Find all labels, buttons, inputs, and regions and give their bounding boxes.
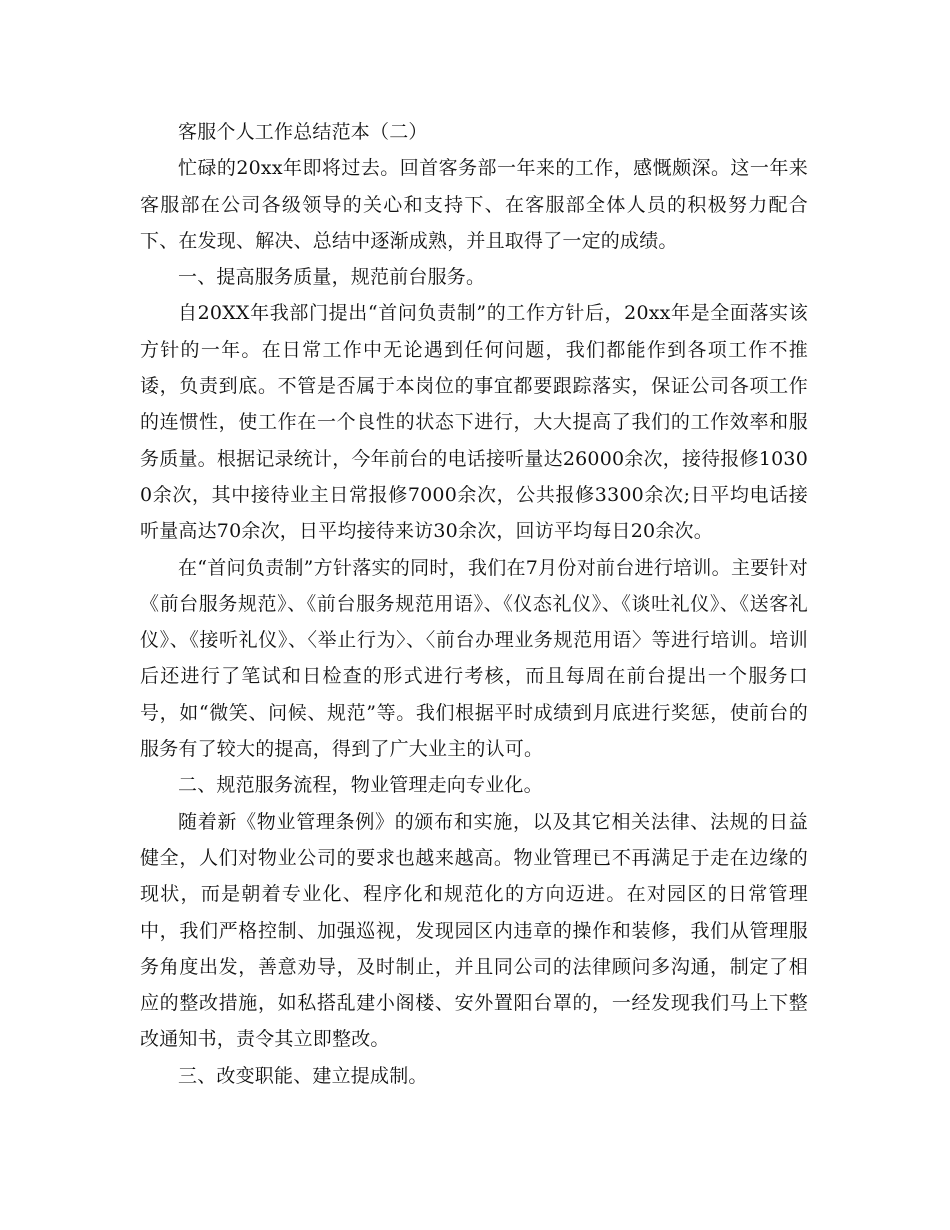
paragraph-training: 在“首问负责制”方针落实的同时，我们在7月份对前台进行培训。主要针对《前台服务规范》、《前台服务规范用语》、《仪态礼仪》、《谈吐礼仪》、《送客礼仪》、《接听礼仪》、〈举止行为〉、〈前台办理业务规范用语〉等进行培训。培训后还进行了笔试和日检查的形式进行考核，而且每周在前台提出一个服务口号，如“微笑、问候、规范”等。我们根据平时成绩到月底进行奖惩，使前台的服务有了较大的提高，得到了广大业主的认可。 [140,556,808,761]
section-heading-2: 二、规范服务流程，物业管理走向专业化。 [178,774,543,797]
section-heading-3: 三、改变职能、建立提成制。 [178,1064,428,1087]
document-body [140,114,808,1094]
document-title: 客服个人工作总结范本（二） [178,121,428,143]
paragraph-intro: 忙碌的20xx年即将过去。回首客务部一年来的工作，感慨颇深。这一年来客服部在公司各级领导的关心和支持下、在客服部全体人员的积极努力配合下、在发现、解决、总结中逐渐成熟，并且取得了一定的成绩。 [140,157,808,252]
paragraph-service-quality: 自20XX年我部门提出“首问负责制”的工作方针后，20xx年是全面落实该方针的一年。在日常工作中无论遇到任何问题，我们都能作到各项工作不推诿，负责到底。不管是否属于本岗位的事宜都要跟踪落实，保证公司各项工作的连惯性，使工作在一个良性的状态下进行，大大提高了我们的工作效率和服务质量。根据记录统计，今年前台的电话接听量达26000余次，接待报修10300余次，其中接待业主日常报修7000余次，公共报修3300余次;日平均电话接听量高达70余次，日平均接待来访30余次，回访平均每日20余次。 [140,302,808,543]
section-heading-1: 一、提高服务质量，规范前台服务。 [178,266,486,289]
paragraph-management: 随着新《物业管理条例》的颁布和实施，以及其它相关法律、法规的日益健全，人们对物业公司的要求也越来越高。物业管理已不再满足于走在边缘的现状，而是朝着专业化、程序化和规范化的方向迈进。在对园区的日常管理中，我们严格控制、加强巡视，发现园区内违章的操作和装修，我们从管理服务角度出发，善意劝导，及时制止，并且同公司的法律顾问多沟通，制定了相应的整改措施，如私搭乱建小阁楼、安外置阳台罩的，一经发现我们马上下整改通知书，责令其立即整改。 [140,810,808,1051]
